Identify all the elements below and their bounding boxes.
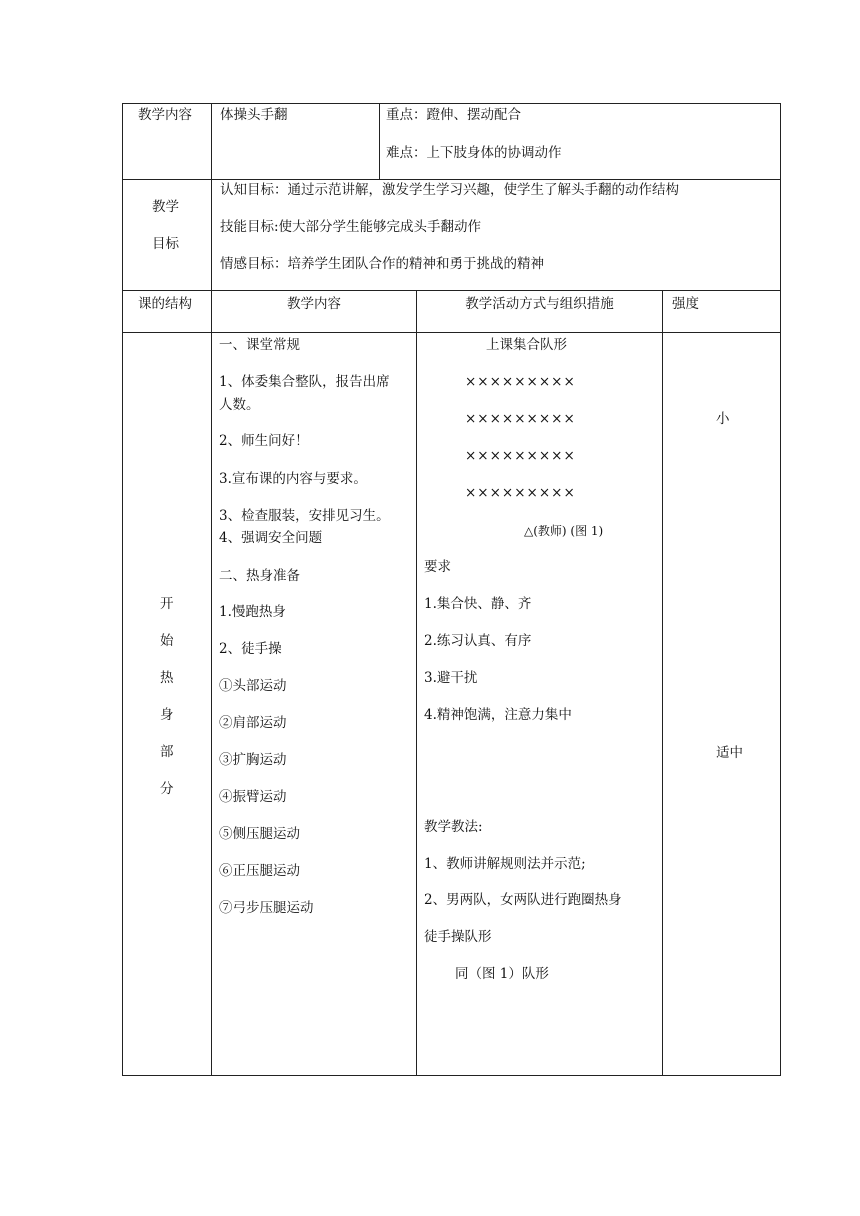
requirement-item: 4.精神饱满，注意力集中 [424, 707, 572, 723]
content-line: 3.宣布课的内容与要求。 [219, 471, 367, 487]
grid-line [122, 179, 781, 180]
content-line: ②肩部运动 [219, 715, 287, 731]
formation-row: ××××××××× [465, 448, 576, 464]
key-point: 重点：蹬伸、摆动配合 [386, 107, 521, 123]
content-line: 1.慢跑热身 [219, 604, 286, 620]
teacher-caption: △(教师) (图 1) [524, 524, 604, 538]
section-name-char: 热 [160, 670, 174, 686]
requirement-item: 3.避干扰 [424, 670, 478, 686]
content-line: 2、徒手操 [219, 641, 282, 657]
method-title: 教学教法: [424, 819, 483, 835]
method-item: 2、男两队，女两队进行跑圈热身 [424, 892, 622, 908]
intensity-value: 适中 [716, 745, 743, 761]
grid-line [780, 103, 781, 1076]
section-name-char: 分 [160, 781, 174, 797]
grid-line [122, 103, 781, 104]
column-header-activity: 教学活动方式与组织措施 [465, 296, 614, 312]
content-line: 3、检查服装，安排见习生。 [219, 508, 390, 524]
difficult-point: 难点：上下肢身体的协调动作 [386, 145, 562, 161]
grid-line [416, 290, 417, 1076]
content-line: ③扩胸运动 [219, 752, 287, 768]
content-line: 一、课堂常规 [219, 337, 300, 353]
content-line: 1、体委集合整队，报告出席 [219, 374, 390, 390]
objective-item: 技能目标:使大部分学生能够完成头手翻动作 [220, 219, 482, 235]
grid-line [662, 290, 663, 1076]
content-value: 体操头手翻 [220, 107, 288, 123]
grid-line [122, 1075, 781, 1076]
content-line: 人数。 [219, 397, 260, 413]
method-item: 1、教师讲解规则法并示范; [424, 856, 586, 872]
section-name-char: 始 [160, 633, 174, 649]
content-line: ⑥正压腿运动 [219, 863, 300, 879]
requirement-item: 1.集合快、静、齐 [424, 596, 532, 612]
content-line: 2、师生问好！ [219, 433, 309, 449]
exercise-formation: 徒手操队形 [424, 929, 492, 945]
objectives-label: 目标 [152, 236, 179, 252]
column-header-structure: 课的结构 [138, 296, 192, 312]
content-label: 教学内容 [138, 107, 192, 123]
formation-row: ××××××××× [465, 374, 576, 390]
exercise-formation-note: 同（图 1）队形 [455, 966, 549, 982]
requirement-item: 2.练习认真、有序 [424, 633, 532, 649]
objectives-label: 教学 [152, 199, 179, 215]
column-header-content: 教学内容 [287, 296, 341, 312]
section-name-char: 开 [160, 596, 174, 612]
grid-line [122, 103, 123, 1076]
content-line: ⑤侧压腿运动 [219, 826, 300, 842]
section-name-char: 部 [160, 744, 174, 760]
content-line: 二、热身准备 [219, 568, 300, 584]
section-name-char: 身 [160, 707, 174, 723]
content-line: ⑦弓步压腿运动 [219, 900, 314, 916]
grid-line [211, 103, 212, 1076]
grid-line [379, 103, 380, 180]
content-line: ④振臂运动 [219, 789, 287, 805]
column-header-intensity: 强度 [672, 296, 699, 312]
formation-title: 上课集合队形 [486, 337, 567, 353]
requirements-title: 要求 [424, 559, 451, 575]
formation-row: ××××××××× [465, 485, 576, 501]
objective-item: 情感目标：培养学生团队合作的精神和勇于挑战的精神 [220, 256, 544, 272]
formation-row: ××××××××× [465, 411, 576, 427]
grid-line [122, 332, 781, 333]
intensity-value: 小 [716, 411, 730, 427]
grid-line [122, 290, 781, 291]
content-line: ①头部运动 [219, 678, 287, 694]
content-line: 4、强调安全问题 [219, 530, 323, 546]
objective-item: 认知目标：通过示范讲解，激发学生学习兴趣，使学生了解头手翻的动作结构 [220, 182, 679, 198]
